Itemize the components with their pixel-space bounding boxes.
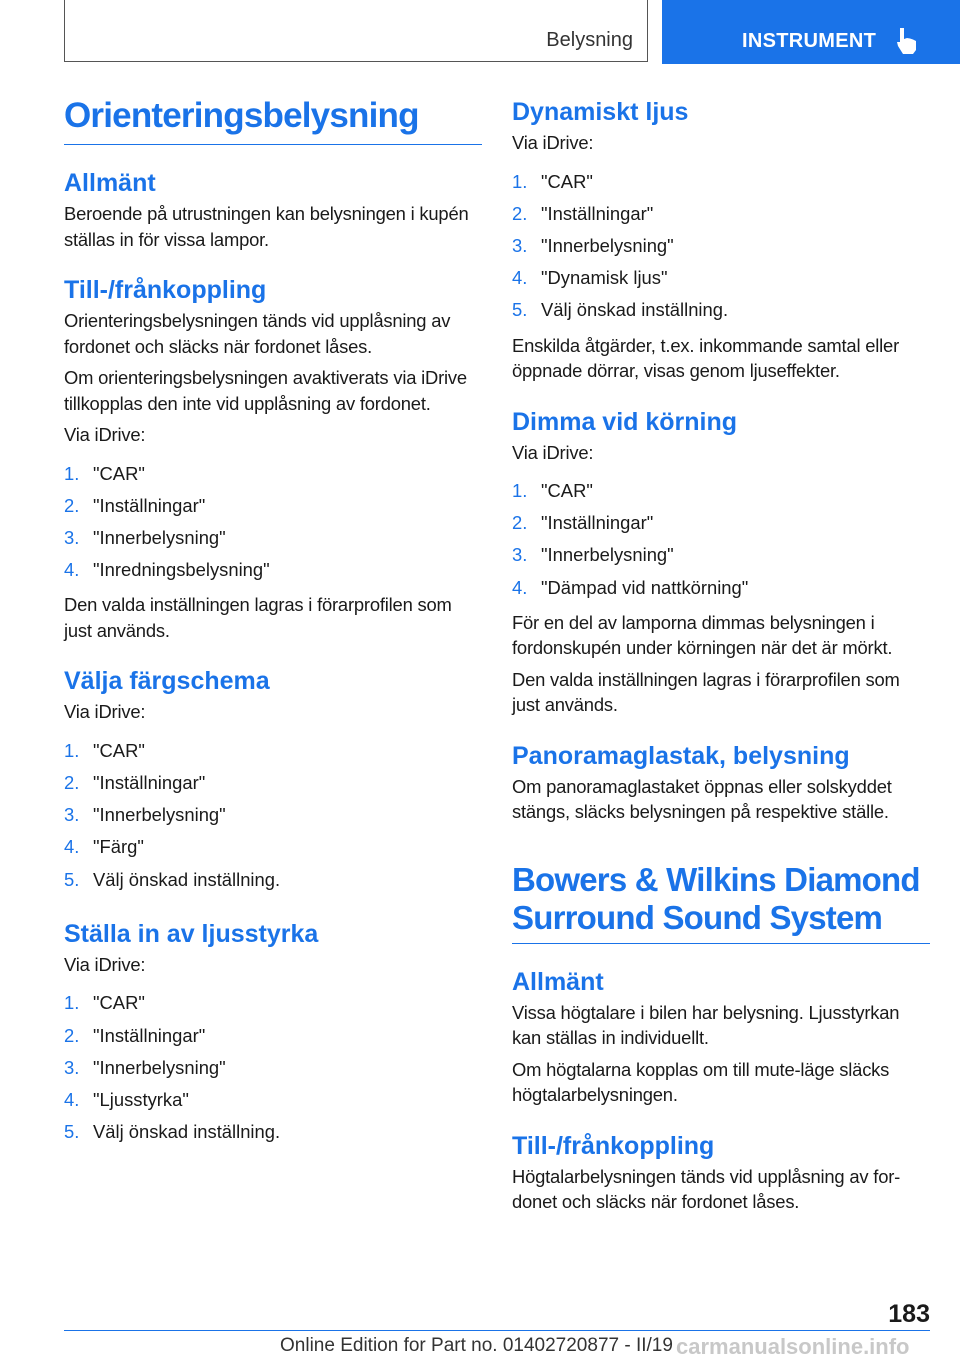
steps-list bbox=[64, 987, 482, 1148]
list-item: 4. "Dynamisk ljus" bbox=[512, 267, 668, 289]
heading-till-frankoppling: Till-/frånkoppling bbox=[64, 276, 267, 304]
list-item: 1. "CAR" bbox=[64, 992, 145, 1014]
paragraph: Vissa högtalare i bilen har belysning. Ljusstyrkan kan ställas in individuellt. bbox=[512, 1001, 900, 1049]
paragraph: Orienteringsbelysningen tänds vid upplåsning av fordonet och släcks när fordonet låses. bbox=[64, 310, 451, 357]
heading-stalla-in-ljusstyrka: Ställa in av ljusstyrka bbox=[64, 919, 319, 948]
heading-dynamiskt-ljus: Dynamiskt ljus bbox=[512, 98, 689, 126]
heading-valja-fargschema: Välja färgschema bbox=[64, 667, 270, 696]
list-item: 4. "Ljusstyrka" bbox=[64, 1088, 189, 1110]
list-item: 4. "Dämpad vid nattkörning" bbox=[512, 576, 749, 598]
list-item: 5. Välj önskad inställning. bbox=[64, 1121, 281, 1143]
list-item: 4. "Färg" bbox=[64, 836, 144, 858]
list-item: 5. Välj önskad inställning. bbox=[64, 868, 281, 890]
right-column bbox=[512, 96, 930, 1221]
list-item: 4. "Inredningsbelysning" bbox=[64, 559, 270, 581]
list-item: 3. "Innerbelysning" bbox=[64, 1056, 226, 1078]
list-item: 2. "Inställningar" bbox=[64, 772, 206, 794]
list-item: 2. "Inställningar" bbox=[64, 1024, 206, 1046]
paragraph: Om panoramaglastaket öppnas eller solskyddet stängs, släcks belysningen på respektive ställe. bbox=[512, 775, 892, 823]
steps-list bbox=[512, 166, 930, 327]
paragraph: Om högtalarna kopplas om till mute-läge släcks högtalarbelysningen. bbox=[512, 1058, 890, 1106]
heading-panoramaglastak: Panoramaglastak, belysning bbox=[512, 741, 850, 770]
paragraph: Beroende på utrustningen kan belysningen i kupén ställas in för vissa lampor. bbox=[64, 203, 469, 250]
list-item: 3. "Innerbelysning" bbox=[512, 544, 674, 566]
page-header bbox=[0, 0, 960, 66]
heading-till-frankoppling-2: Till-/frånkoppling bbox=[512, 1131, 715, 1160]
pointing-hand-icon bbox=[894, 26, 920, 56]
list-item: 3. "Innerbelysning" bbox=[512, 234, 674, 256]
chapter-title-bowers-wilkins: Bowers & Wilkins Diamond Surround Sound System bbox=[512, 861, 930, 944]
list-item: 3. "Innerbelysning" bbox=[64, 804, 226, 826]
section-tab bbox=[64, 0, 648, 62]
heading-allmant: Allmänt bbox=[64, 169, 156, 197]
list-item: 2. "Inställningar" bbox=[512, 202, 654, 224]
paragraph: Högtalarbelysningen tänds vid upplåsning av fordonet och släcks när fordonet låses. bbox=[512, 1165, 901, 1213]
page-number: 183 bbox=[888, 1300, 930, 1328]
steps-list bbox=[64, 735, 482, 896]
heading-dimma-vid-korning: Dimma vid körning bbox=[512, 407, 738, 436]
left-column bbox=[64, 96, 482, 1154]
footer-divider bbox=[64, 1330, 930, 1331]
page-title: Orienteringsbelysning bbox=[64, 96, 482, 145]
list-item: 1. "CAR" bbox=[512, 480, 593, 502]
list-item: 1. "CAR" bbox=[64, 739, 145, 761]
paragraph: Enskilda åtgärder, t.ex. inkommande samtal eller öppnade dörrar, visas genom ljuseffekter. bbox=[512, 334, 900, 382]
edition-text: Online Edition for Part no. 01402720877 - II/19 bbox=[280, 1335, 673, 1356]
paragraph: Den valda inställningen lagras i förarprofilen som just används. bbox=[64, 594, 452, 641]
heading-allmant-2: Allmänt bbox=[512, 967, 604, 996]
paragraph: Via iDrive: bbox=[64, 953, 146, 975]
list-item: 3. "Innerbelysning" bbox=[64, 526, 226, 548]
chapter-title: INSTRUMENT bbox=[742, 30, 877, 52]
list-item: 5. Välj önskad inställning. bbox=[512, 299, 729, 321]
watermark: carmanualsonline.info bbox=[676, 1334, 910, 1359]
list-item: 2. "Inställningar" bbox=[64, 494, 206, 516]
steps-list bbox=[512, 475, 930, 604]
paragraph: För en del av lamporna dimmas belysningen i fordonskupén under körningen när det är mörkt. bbox=[512, 611, 893, 659]
list-item: 2. "Inställningar" bbox=[512, 512, 654, 534]
section-title: Belysning bbox=[546, 29, 633, 51]
paragraph: Via iDrive: bbox=[64, 424, 146, 445]
paragraph: Via iDrive: bbox=[512, 132, 594, 153]
steps-list bbox=[64, 458, 482, 587]
paragraph: Om orienteringsbelysningen avaktiverats via iDrive tillkopplas den inte vid upplåsning av fordonet. bbox=[64, 367, 467, 414]
paragraph: Via iDrive: bbox=[512, 441, 594, 463]
list-item: 1. "CAR" bbox=[512, 170, 593, 192]
paragraph: Den valda inställningen lagras i förarprofilen som just används. bbox=[512, 668, 900, 716]
list-item: 1. "CAR" bbox=[64, 462, 145, 484]
paragraph: Via iDrive: bbox=[64, 701, 146, 723]
